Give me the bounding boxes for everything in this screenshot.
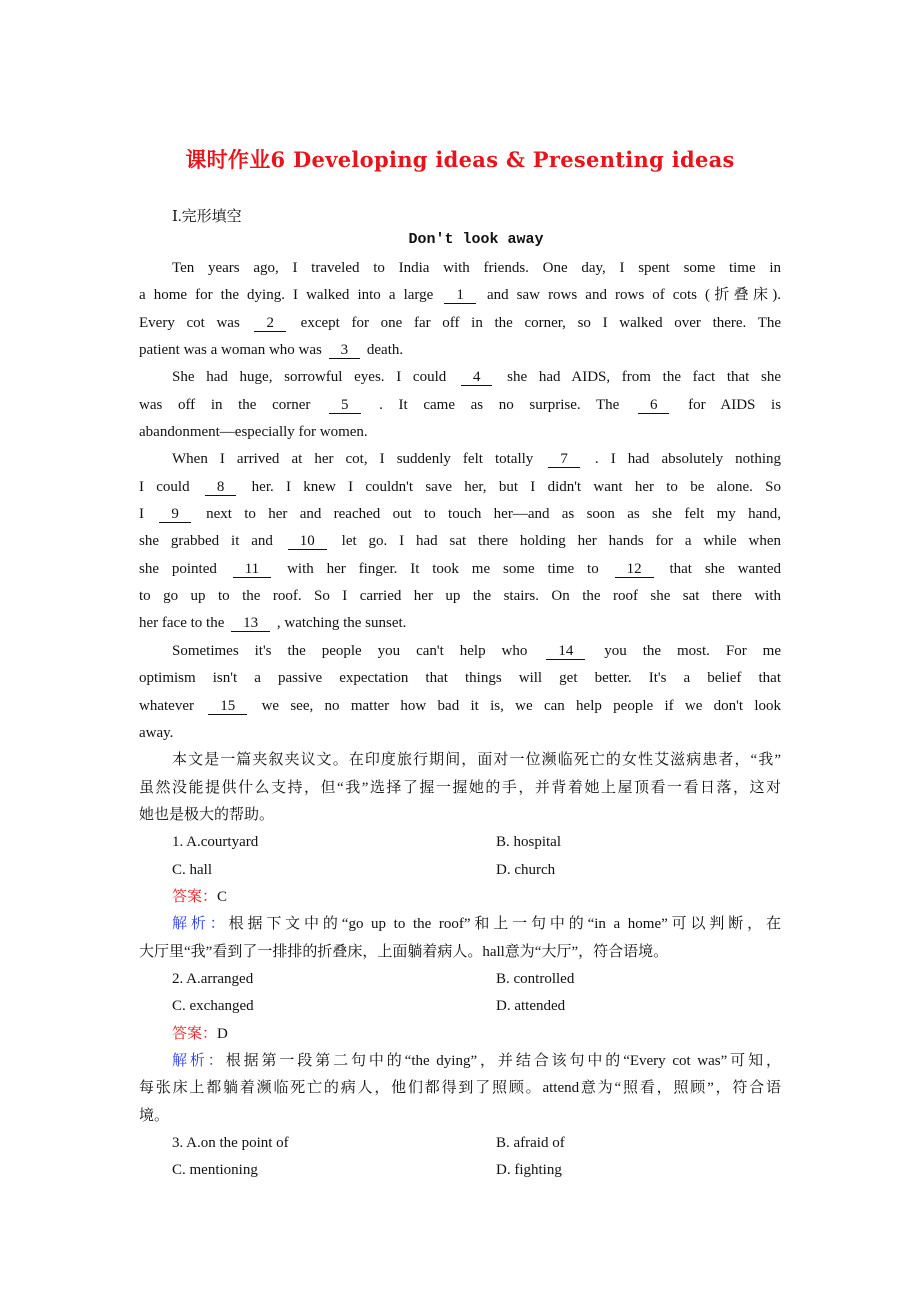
passage-title: Don't look away <box>408 231 544 248</box>
text-segment: Ten years ago, I traveled to India with friends. One day, I spent some time in <box>172 260 781 276</box>
text-segment: 她也是极大的帮助。 <box>139 806 275 823</box>
text-segment: her. I knew I couldn't save her, but I didn't want her to be alone. So <box>251 478 781 495</box>
analysis-label: 解析： <box>172 1052 226 1069</box>
blank-14: 14 <box>546 643 585 660</box>
option-a: 2. A.arranged <box>172 970 254 987</box>
option-d: D. church <box>496 861 556 878</box>
passage-line <box>139 474 781 501</box>
blank-1: 1 <box>444 287 476 304</box>
summary-line <box>139 775 781 802</box>
text-segment: for AIDS is <box>688 396 782 413</box>
analysis-line <box>139 939 781 966</box>
answer-line <box>139 884 781 911</box>
blank-5: 5 <box>329 397 361 414</box>
text-segment: Sometimes it's the people you can't help who <box>172 642 528 659</box>
text-segment: away. <box>139 724 174 741</box>
text-segment: her face to the <box>139 615 225 632</box>
passage-line <box>139 693 781 720</box>
text-segment: 本文是一篇夹叙夹议文。在印度旅行期间，面对一位濒临死亡的女性艾滋病患者，“我” <box>172 752 781 769</box>
text-segment: , watching the sunset. <box>276 615 407 632</box>
passage-line <box>139 720 781 747</box>
blank-4: 4 <box>461 369 493 386</box>
text-segment: Every cot was <box>139 314 240 331</box>
option-d: D. fighting <box>496 1162 562 1179</box>
passage-line <box>139 255 781 282</box>
passage-line <box>139 665 781 692</box>
blank-3: 3 <box>329 342 361 359</box>
passage-line <box>139 501 781 528</box>
question-1-options-cd <box>139 857 781 884</box>
blank-15: 15 <box>208 698 247 715</box>
option-a: 3. A.on the point of <box>172 1135 289 1151</box>
blank-8: 8 <box>205 479 237 496</box>
option-b: B. controlled <box>496 970 575 987</box>
option-b: B. hospital <box>496 834 562 851</box>
text-segment: that she wanted <box>669 560 782 577</box>
passage-line <box>139 528 781 555</box>
answer-label: 答案： <box>172 1025 218 1042</box>
text-segment: She had huge, sorrowful eyes. I could <box>172 369 447 386</box>
summary-line <box>139 802 781 829</box>
passage-line <box>139 556 781 583</box>
question-3-options-cd <box>139 1157 781 1184</box>
option-b: B. afraid of <box>496 1135 565 1151</box>
passage-line <box>139 610 781 637</box>
passage-line <box>139 364 781 391</box>
text-segment: When I arrived at her cot, I suddenly felt totally <box>172 451 534 468</box>
text-segment: was off in the corner <box>139 396 311 413</box>
passage-line <box>139 392 781 419</box>
text-segment: except for one far off in the corner, so I walked over there. The <box>300 314 782 331</box>
question-2-options-cd <box>139 993 781 1020</box>
option-c: C. mentioning <box>172 1162 258 1179</box>
text-segment: optimism isn't a passive expectation that things will get better. It's a belief that <box>139 670 781 687</box>
question-3-options-ab <box>139 1130 781 1157</box>
text-segment: . It came as no surprise. The <box>379 396 620 413</box>
text-segment: we see, no matter how bad it is, we can help people if we don't look <box>261 697 782 714</box>
blank-7: 7 <box>548 451 580 468</box>
analysis-text: 境。 <box>139 1107 170 1124</box>
analysis-text: 大厅里“我”看到了一排排的折叠床，上面躺着病人。hall意为“大厅”，符合语境。 <box>139 943 669 960</box>
document-body <box>139 255 781 1185</box>
blank-13: 13 <box>231 615 270 632</box>
analysis-text: 根据第一段第二句中的“the dying”，并结合该句中的“Every cot was”可知， <box>225 1052 781 1069</box>
question-2-options-ab <box>139 966 781 993</box>
text-segment: 虽然没能提供什么支持，但“我”选择了握一握她的手，并背着她上屋顶看一看日落，这对 <box>139 779 781 796</box>
option-a: 1. A.courtyard <box>172 834 259 851</box>
blank-10: 10 <box>288 533 327 550</box>
text-segment: next to her and reached out to touch her—and as soon as she felt my hand, <box>206 506 782 523</box>
passage-line <box>139 419 781 446</box>
text-segment: abandonment—especially for women. <box>139 424 368 441</box>
passage-line <box>139 337 781 364</box>
text-segment: with her finger. It took me some time to <box>287 560 599 577</box>
blank-2: 2 <box>254 315 286 332</box>
blank-12: 12 <box>615 561 654 578</box>
text-segment: a home for the dying. I walked into a large <box>139 287 434 304</box>
passage-line <box>139 310 781 337</box>
option-c: C. exchanged <box>172 998 254 1015</box>
text-segment: she had AIDS, from the fact that she <box>507 369 782 386</box>
analysis-text: 每张床上都躺着濒临死亡的病人，他们都得到了照顾。attend意为“照看，照顾”，符合语 <box>139 1080 781 1097</box>
text-segment: and saw rows and rows of cots (折叠床). <box>486 287 782 304</box>
summary-line <box>139 747 781 774</box>
answer-value: C <box>217 888 228 905</box>
text-segment: whatever <box>139 697 194 714</box>
answer-label: 答案： <box>172 888 218 905</box>
section-heading: Ⅰ.完形填空 <box>172 209 242 225</box>
answer-value: D <box>217 1025 228 1042</box>
text-segment: let go. I had sat there holding her hands for a while when <box>341 533 782 550</box>
passage-line <box>139 583 781 610</box>
text-segment: death. <box>366 342 404 359</box>
text-segment: I could <box>139 478 190 495</box>
analysis-text: 根据下文中的“go up to the roof”和上一句中的“in a home”可以判断，在 <box>228 916 781 933</box>
page-title: 课时作业6 Developing ideas & Presenting ideas <box>185 147 735 172</box>
text-segment: I <box>139 506 144 523</box>
question-1-options-ab <box>139 829 781 856</box>
passage-line <box>139 638 781 665</box>
analysis-label: 解析： <box>172 916 229 933</box>
blank-11: 11 <box>233 561 271 578</box>
blank-6: 6 <box>638 397 670 414</box>
analysis-line <box>139 1048 781 1075</box>
text-segment: she pointed <box>139 560 217 577</box>
analysis-line <box>139 1075 781 1102</box>
text-segment: you the most. For me <box>604 642 781 659</box>
passage-line <box>139 282 781 309</box>
analysis-line <box>139 1103 781 1130</box>
blank-9: 9 <box>159 506 191 523</box>
option-d: D. attended <box>496 998 566 1015</box>
analysis-line <box>139 911 781 938</box>
text-segment: to go up to the roof. So I carried her up the stairs. On the roof she sat there with <box>139 588 781 605</box>
text-segment: . I had absolutely nothing <box>594 451 782 468</box>
text-segment: she grabbed it and <box>139 533 273 550</box>
text-segment: patient was a woman who was <box>139 342 322 359</box>
option-c: C. hall <box>172 861 212 878</box>
answer-line <box>139 1021 781 1048</box>
passage-line <box>139 446 781 473</box>
